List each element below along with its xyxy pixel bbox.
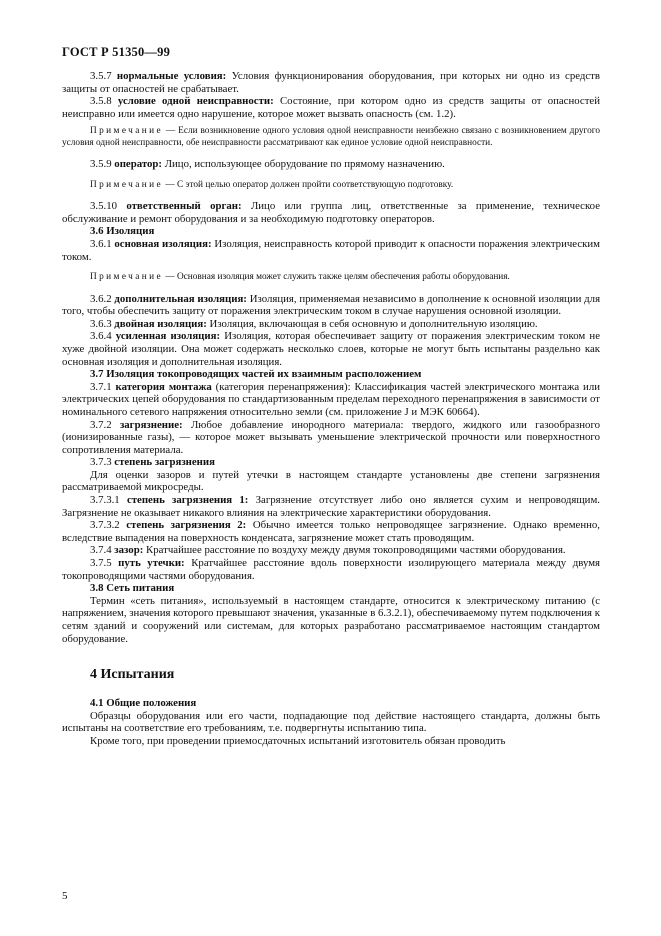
clause-text: Кратчайшее расстояние вдоль поверхности изолирующего материала между двумя токопроводящими частями оборудования. <box>62 557 601 582</box>
clause-number: 3.6.1 <box>90 237 112 250</box>
clause-3-8-text: Термин «сеть питания», используемый в настоящем стандарте, относится к электрическому питанию (с напряжением, значения которого превышают значения, указанные в 6.3.2.1), обеспечиваемому путем подключения к сетям зданий и сооружений или системам, для которых разработано рассматриваемое настоящим стандартом оборудование. <box>62 594 600 645</box>
clause-term: загрязнение: <box>119 418 183 431</box>
heading-3-7: 3.7 Изоляция токопроводящих частей их взаимным расположением <box>90 368 422 381</box>
clause-term: категория монтажа <box>115 380 212 393</box>
clause-number: 3.7.5 <box>90 557 112 570</box>
clause-3-5-9 <box>62 158 600 171</box>
clause-number: 3.7.3.1 <box>90 494 120 507</box>
clause-number: 3.7.3.2 <box>90 519 120 532</box>
heading-3-8: 3.8 Сеть питания <box>90 582 175 595</box>
clause-number: 3.6.3 <box>90 317 112 330</box>
clause-3-6-4 <box>62 330 600 368</box>
clause-number: 3.6.2 <box>90 292 112 305</box>
note-label: Примечание <box>90 272 163 283</box>
clause-4-1-para-1: Образцы оборудования или его части, подпадающие под действие настоящего стандарта, должны быть испытаны на соответствие его требованиям, т.е. подвергнуты испытанию типа. <box>62 709 600 735</box>
note-label: Примечание <box>90 179 163 190</box>
clause-3-7-3-2 <box>62 519 600 544</box>
clause-term: условие одной неисправности: <box>117 95 274 108</box>
clause-text: Любое добавление инородного материала: твердого, жидкого или газообразного (ионизированные газы), — которое может вызывать уменьшение электрической прочности или поверхностного сопротивления материала. <box>62 418 601 456</box>
clause-text: Обычно имеется только непроводящее загрязнение. Однако временно, вследствие выпадения на поверхность конденсата, загрязнение может стать проводящим. <box>62 519 600 544</box>
clause-3-7-4 <box>62 544 600 557</box>
note-1 <box>62 126 600 149</box>
clause-3-7-3 <box>62 456 600 469</box>
note-3 <box>62 272 600 283</box>
clause-text: Состояние, при котором одно из средств защиты от опасностей неисправно или имеется одно нарушение, которое может вызвать опасность (см. 1.2). <box>62 95 601 120</box>
clause-term: степень загрязнения 2: <box>126 519 247 532</box>
clause-term: зазор: <box>114 544 144 557</box>
heading-4: 4 Испытания <box>90 667 175 683</box>
clause-text: Условия функционирования оборудования, при которых ни одно из средств защиты от опасностей не срабатывает. <box>62 70 600 95</box>
note-2 <box>62 180 600 191</box>
clause-text: Кратчайшее расстояние по воздуху между двумя токопроводящими частями оборудования. <box>146 544 566 557</box>
note-text: — С этой целью оператор должен пройти соответствующую подготовку. <box>165 179 454 190</box>
clause-3-5-10 <box>62 200 600 225</box>
clause-number: 3.6.4 <box>90 330 112 343</box>
clause-number: 3.7.3 <box>90 456 112 469</box>
clause-term: двойная изоляция: <box>114 317 207 330</box>
clause-text: Изоляция, неисправность которой приводит к опасности поражения электрическим током. <box>62 237 600 263</box>
note-text: — Если возникновение одного условия одной неисправности неизбежно связано с возникновением другого условия одной неисправности, обе неисправности рассматривают как единое условие одной неисправности. <box>62 126 600 148</box>
clause-number: 3.7.4 <box>90 544 112 557</box>
clause-4-1-para-2: Кроме того, при проведении приемосдаточных испытаний изготовитель обязан проводить <box>90 734 506 747</box>
clause-text: Изоляция, включающая в себя основную и дополнительную изоляцию. <box>209 317 538 330</box>
document-body <box>62 70 600 748</box>
clause-number: 3.5.9 <box>90 158 112 171</box>
page-number: 5 <box>62 890 68 902</box>
clause-term: путь утечки: <box>118 557 185 570</box>
clause-3-5-8 <box>62 95 600 120</box>
note-label: Примечание <box>90 126 163 137</box>
clause-number: 3.5.7 <box>90 70 112 82</box>
clause-3-7-5 <box>62 557 600 582</box>
clause-number: 3.5.8 <box>90 95 112 108</box>
clause-3-7-2 <box>62 419 600 457</box>
clause-text: Лицо, использующее оборудование по прямому назначению. <box>164 158 445 171</box>
note-text: — Основная изоляция может служить также целям обеспечения работы оборудования. <box>165 272 510 283</box>
heading-3-6: 3.6 Изоляция <box>90 225 155 238</box>
clause-3-7-3-1 <box>62 494 600 519</box>
clause-3-6-2 <box>62 293 600 318</box>
clause-3-7-1 <box>62 381 600 419</box>
clause-text: Изоляция, которая обеспечивает защиту от поражения электрическим током не хуже двойной изоляции. Она может содержать несколько слоев, которые не могут быть испытаны раздельно как основная изоляция и дополнительная изоляция. <box>62 330 600 368</box>
clause-term: дополнительная изоляция: <box>114 292 247 305</box>
clause-3-5-7 <box>62 70 600 95</box>
clause-3-6-1 <box>62 238 600 263</box>
clause-term: степень загрязнения 1: <box>126 494 249 507</box>
clause-text: Изоляция, применяемая независимо в дополнение к основной изоляции для того, чтобы обеспечить защиту от поражения электрическим током в случае нарушения основной изоляции. <box>62 292 601 318</box>
clause-term: усиленная изоляция: <box>115 330 221 343</box>
clause-term: ответственный орган: <box>126 200 242 213</box>
clause-3-6-3 <box>62 318 600 331</box>
clause-3-7-3-text: Для оценки зазоров и путей утечки в настоящем стандарте установлены две степени загрязнения рассматриваемой микросреды. <box>62 468 600 494</box>
clause-term: основная изоляция: <box>114 237 212 250</box>
heading-4-1: 4.1 Общие положения <box>90 697 197 710</box>
clause-number: 3.7.2 <box>90 418 112 431</box>
clause-text: Лицо или группа лиц, ответственные за применение, техническое обслуживание и ремонт оборудования и за необходимую подготовку операторов. <box>62 200 600 225</box>
clause-term: нормальные условия: <box>116 70 227 82</box>
clause-text: (категория перенапряжения): Классификация частей электрического монтажа или электрических цепей оборудования по стандартизованным пределам переходного перенапряжения в зависимости от номинального сетевого напряжения относительно земли (см. приложение J и МЭК 60664). <box>62 380 600 418</box>
clause-number: 3.7.1 <box>90 380 112 393</box>
clause-term: оператор: <box>114 158 162 171</box>
clause-term: степень загрязнения <box>114 456 215 469</box>
clause-text: Загрязнение отсутствует либо оно является сухим и непроводящим. Загрязнение не оказывает никакого влияния на электрические характеристики оборудования. <box>62 494 600 519</box>
document-header: ГОСТ Р 51350—99 <box>62 45 171 59</box>
clause-number: 3.5.10 <box>90 200 117 213</box>
